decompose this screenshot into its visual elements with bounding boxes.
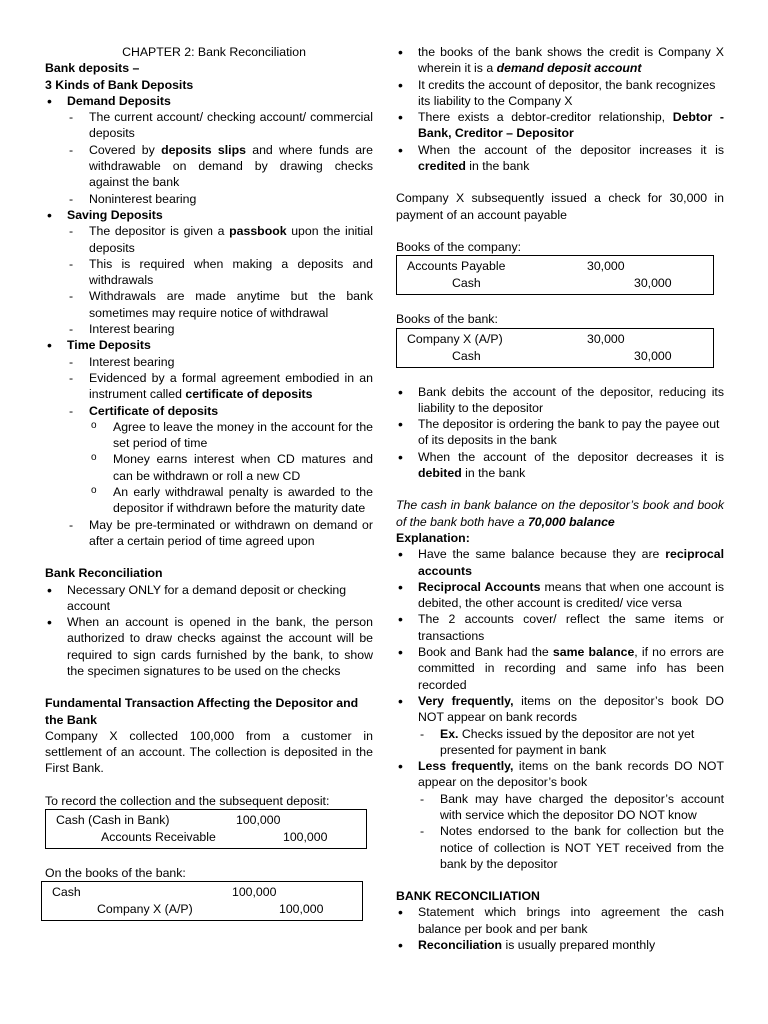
company-books-label: Books of the company: (396, 239, 522, 254)
list-item-saving-deposits (45, 207, 373, 337)
debit-amount: 100,000 (232, 885, 277, 900)
credit-row (407, 348, 705, 365)
credit-row (52, 901, 354, 918)
list-item: o An early withdrawal penalty is awarded to the depositor if withdrawn before the maturity date (67, 484, 373, 517)
text: Reconciliation (418, 938, 503, 953)
demand-deposits-title: Demand Deposits (67, 93, 171, 108)
bank-books-label: Books of the bank: (396, 312, 498, 327)
text: upon the initial deposits (89, 224, 373, 255)
list-item: • The depositor is ordering the bank to pay the payee out of its deposits in the bank (396, 416, 724, 449)
text: The depositor is given a (89, 224, 230, 239)
text: Reciprocal Accounts (418, 579, 541, 594)
demand-deposits-details (67, 109, 373, 207)
list-item-time-deposits (45, 337, 373, 549)
list-item: - Interest bearing (67, 354, 373, 370)
text: Very frequently, (418, 693, 514, 708)
credit-amount: 30,000 (634, 276, 672, 291)
list-item: - Noninterest bearing (67, 191, 373, 207)
debit-amount: 30,000 (587, 331, 625, 346)
bank-deposits-heading: Bank deposits – (45, 61, 140, 76)
list-item (418, 726, 724, 759)
deposit-kinds-list (45, 93, 373, 549)
text: items on the bank records DO NOT appear on the depositor’s book (418, 759, 724, 790)
text: certificate of deposits (185, 387, 313, 402)
collection-paragraph: Company X collected 100,000 from a customer in settlement of an account. The collection is deposited in the First Bank. (45, 728, 373, 776)
list-item (396, 449, 724, 482)
time-deposits-details (67, 354, 373, 550)
debit-row (56, 812, 358, 829)
debit-account: Company X (A/P) (407, 331, 503, 346)
list-item: - Interest bearing (67, 321, 373, 337)
explanation-list (396, 546, 724, 872)
bank-reconciliation-caps-heading: BANK RECONCILIATION (396, 889, 540, 904)
debit-amount: 30,000 (587, 259, 625, 274)
explanation-heading: Explanation: (396, 530, 470, 545)
journal-entry-company-payment (396, 255, 714, 295)
list-item (396, 142, 724, 175)
list-item: o Agree to leave the money in the account for the set period of time (67, 419, 373, 452)
text: Less frequently, (418, 759, 514, 774)
list-item (67, 223, 373, 256)
record-label: To record the collection and the subsequent deposit: (45, 793, 330, 808)
text: Checks issued by the depositor are not yet presented for payment in bank (440, 726, 695, 757)
balance-statement (396, 497, 724, 530)
credit-account: Cash (452, 276, 481, 291)
certificate-title: Certificate of deposits (89, 403, 219, 418)
debit-explanation-list (396, 384, 724, 482)
text: in the bank (461, 466, 526, 481)
credit-amount: 30,000 (634, 348, 672, 363)
debit-row (407, 331, 705, 348)
credit-amount: 100,000 (279, 902, 324, 917)
text: passbook (229, 224, 287, 239)
list-item: o Money earns interest when CD matures and can be withdrawn or roll a new CD (67, 451, 373, 484)
list-item: - May be pre-terminated or withdrawn on demand or after a certain period of time agreed upon (67, 517, 373, 550)
saving-deposits-title: Saving Deposits (67, 207, 163, 222)
credit-row (56, 829, 358, 846)
list-item (396, 693, 724, 758)
text: deposits slips (161, 142, 246, 157)
debit-amount: 100,000 (236, 813, 281, 828)
bank-reconciliation-definition-list (396, 904, 724, 953)
list-item: - Notes endorsed to the bank for collection but the notice of collection is NOT YET received from the bank by the depositor (418, 823, 724, 872)
text: Covered by (89, 142, 162, 157)
text: Book and Bank had the (418, 645, 553, 660)
list-item: - Bank may have charged the depositor’s account with service which the depositor DO NOT know (418, 791, 724, 824)
credit-account: Accounts Receivable (101, 830, 216, 845)
list-item (396, 644, 724, 693)
list-item (67, 403, 373, 517)
list-item (396, 546, 724, 579)
fundamental-transaction-heading: Fundamental Transaction Affecting the Depositor and the Bank (45, 696, 359, 727)
text: in the bank (465, 159, 530, 174)
chapter-title: CHAPTER 2: Bank Reconciliation (122, 45, 306, 59)
list-item: • When an account is opened in the bank, the person authorized to draw checks against the account will be required to sign cards furnished by the bank, to show the specimen signatures to be used on the checks (45, 614, 373, 679)
list-item: • Necessary ONLY for a demand deposit or checking account (45, 582, 373, 615)
list-item (396, 579, 724, 612)
journal-entry-collection (45, 809, 367, 849)
right-column (396, 44, 724, 953)
kinds-heading: 3 Kinds of Bank Deposits (45, 77, 194, 92)
text: Have the same balance because they are (418, 547, 666, 562)
text: credited (418, 159, 466, 174)
list-item (396, 758, 724, 872)
bank-reconciliation-heading: Bank Reconciliation (45, 566, 163, 581)
text: and where funds are withdrawable on demand by drawing checks against the bank (89, 142, 373, 190)
text: reciprocal accounts (418, 547, 724, 578)
debit-account: Accounts Payable (407, 259, 506, 274)
list-item (67, 142, 373, 191)
payment-paragraph: Company X subsequently issued a check for 30,000 in payment of an account payable (396, 191, 724, 222)
saving-deposits-details (67, 223, 373, 337)
text: debited (418, 466, 462, 481)
text: There exists a debtor-creditor relationship, (418, 110, 673, 125)
text: Ex. (440, 726, 459, 741)
list-item (67, 370, 373, 403)
credit-amount: 100,000 (283, 830, 328, 845)
text: items on the depositor’s book DO NOT appear on bank records (418, 693, 724, 725)
list-item (396, 109, 724, 142)
list-item: - This is required when making a deposits and withdrawals (67, 256, 373, 289)
debit-account: Cash (52, 885, 81, 900)
list-item: • Statement which brings into agreement the cash balance per book and per bank (396, 904, 724, 937)
list-item (396, 937, 724, 953)
debit-row (407, 258, 705, 275)
list-item: • The 2 accounts cover/ reflect the same items or transactions (396, 611, 724, 644)
credit-explanation-list (396, 44, 724, 174)
text: 70,000 balance (527, 514, 615, 529)
text: means that when one account is debited, the other account is credited/ vice versa (418, 579, 724, 611)
text: Evidenced by a formal agreement embodied in an instrument called (89, 370, 373, 402)
list-item-demand-deposits (45, 93, 373, 207)
credit-account: Cash (452, 348, 481, 363)
bank-reconciliation-list (45, 582, 373, 680)
list-item: • It credits the account of depositor, the bank recognizes its liability to the Company X (396, 77, 724, 110)
text: , if no errors are committed in recording and same info has been recorded (418, 645, 724, 692)
time-deposits-title: Time Deposits (67, 338, 151, 353)
debit-account: Cash (Cash in Bank) (56, 813, 170, 828)
list-item (396, 44, 724, 77)
left-column (45, 44, 373, 921)
journal-entry-bank-deposit (41, 881, 363, 921)
credit-account: Company X (A/P) (97, 902, 193, 917)
less-frequently-details (418, 791, 724, 872)
text: When the account of the depositor decreases it is (418, 449, 724, 464)
text: demand deposit account (496, 61, 642, 76)
journal-entry-bank-payment (396, 328, 714, 368)
certificate-details (67, 419, 373, 517)
debit-row (52, 884, 354, 901)
text: the books of the bank shows the credit is Company X wherein it is a (418, 45, 724, 76)
very-frequently-details (418, 726, 724, 759)
text: same balance (552, 645, 635, 660)
text: is usually prepared monthly (502, 938, 656, 953)
list-item: • Bank debits the account of the depositor, reducing its liability to the depositor (396, 384, 724, 417)
list-item: - Withdrawals are made anytime but the bank sometimes may require notice of withdrawal (67, 288, 373, 321)
text: Debtor - Bank, Creditor – Depositor (418, 110, 725, 141)
bank-books-label: On the books of the bank: (45, 866, 186, 881)
list-item: - The current account/ checking account/ commercial deposits (67, 109, 373, 142)
text: When the account of the depositor increases it is (418, 142, 724, 157)
credit-row (407, 275, 705, 292)
text: The cash in bank balance on the depositor’s book and book of the bank both have a (396, 498, 724, 529)
